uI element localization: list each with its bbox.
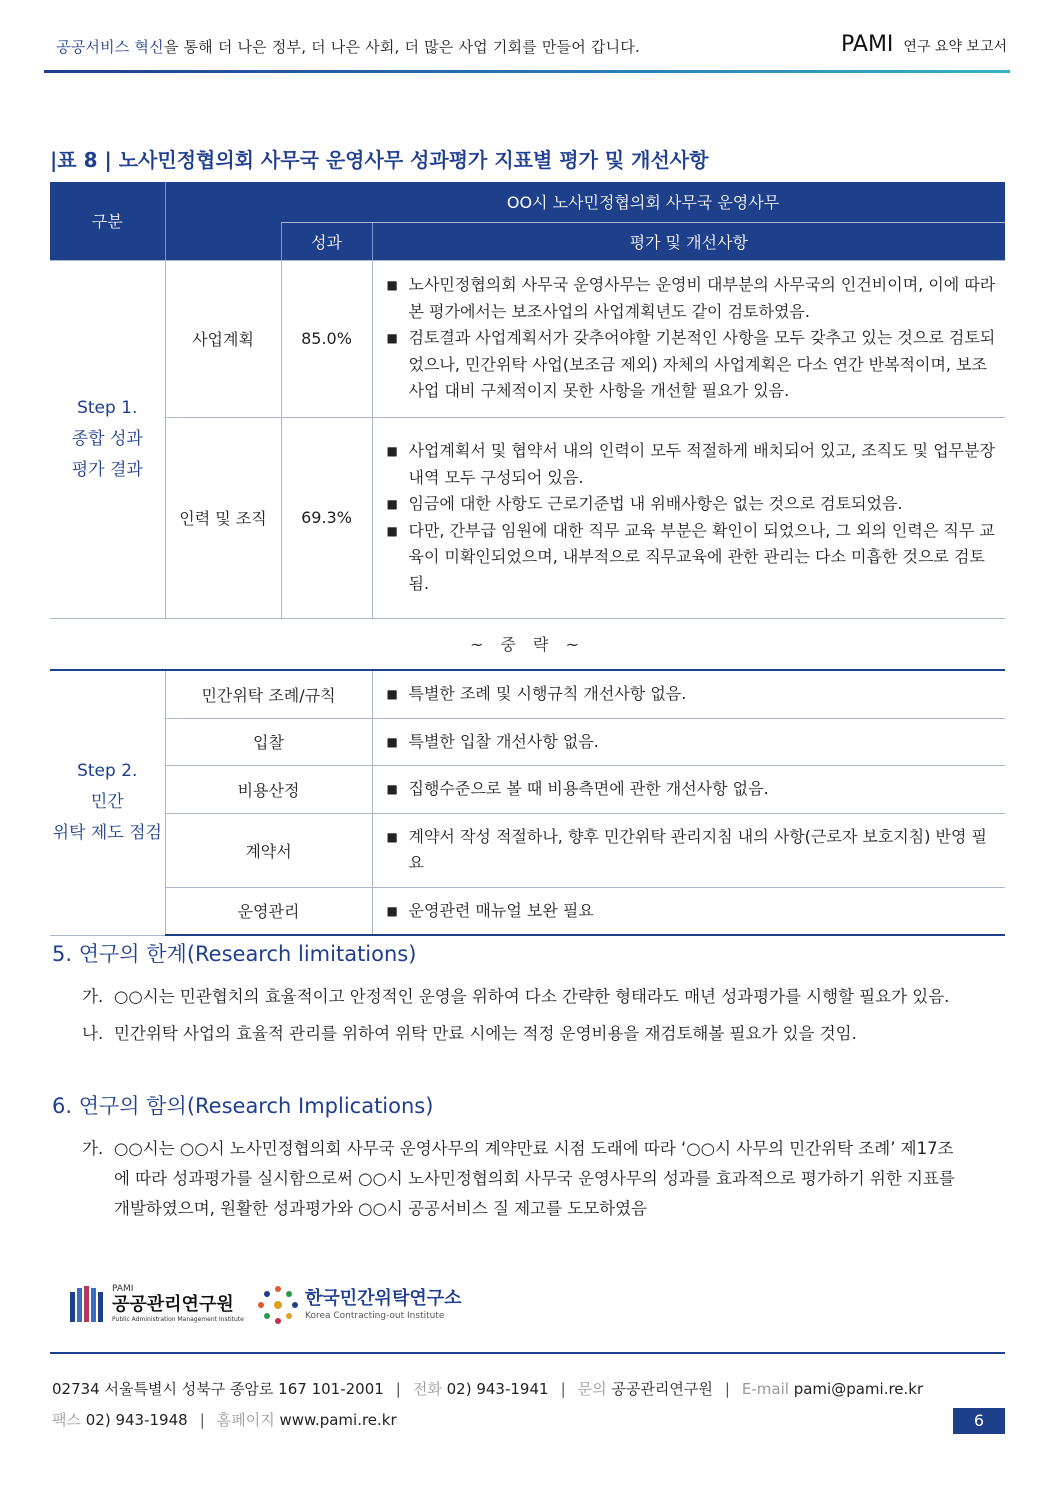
footer-homepage[interactable]: www.pami.re.kr	[279, 1411, 397, 1429]
section5-title: 5. 연구의 한계(Research limitations)	[52, 942, 417, 966]
footer-address: 02734 서울특별시 성북구 종암로 167 101-2001	[52, 1380, 384, 1398]
head-group: OO시 노사민정협의회 사무국 운영사무	[281, 182, 1005, 222]
row-item: 계약서	[165, 813, 372, 887]
pami-logo: PAMI 공공관리연구원 Public Administration Management Institute	[68, 1284, 244, 1324]
table-row	[50, 887, 1005, 935]
footer-contact: 공공관리연구원	[611, 1380, 713, 1398]
footer-email[interactable]: pami@pami.re.kr	[793, 1380, 924, 1398]
step1-label: Step 1. 종합 성과 평가 결과	[50, 260, 165, 618]
header-divider	[44, 70, 1010, 73]
table-row	[50, 766, 1005, 814]
pami-logo-icon	[68, 1284, 106, 1324]
brand-name: PAMI	[841, 32, 894, 57]
table-row	[50, 670, 1005, 718]
omission-row	[50, 618, 1005, 670]
table-title: |표 8 | 노사민정협의회 사무국 운영사무 성과평가 지표별 평가 및 개선사항	[50, 148, 709, 172]
section5-item: 가. ○○시는 민관협치의 효율적이고 안정적인 운영을 위하여 다소 간략한 형태라도 매년 성과평가를 시행할 필요가 있음.	[82, 987, 950, 1006]
bullet: ■ 노사민정협의회 사무국 운영사무는 운영비 대부분의 사무국의 인건비이며, 이에 따라 본 평가에서는 보조사업의 사업계획년도 같이 검토하였음.	[387, 272, 998, 325]
row-details	[372, 260, 1005, 417]
header-slogan	[56, 36, 640, 57]
head-eval: 평가 및 개선사항	[372, 222, 1005, 260]
footer-contact-line: 02734 서울특별시 성북구 종암로 167 101-2001 | 전화 02) 943-1941 | 문의 공공관리연구원 | E-mail pami@pami.re.kr	[52, 1380, 924, 1398]
table-row	[50, 813, 1005, 887]
row-score: 69.3%	[281, 417, 372, 618]
head-score: 성과	[281, 222, 372, 260]
bullet: ■ 검토결과 사업계획서가 갖추어야할 기본적인 사항을 모두 갖추고 있는 것으로 검토되었으나, 민간위탁 사업(보조금 제외) 자체의 사업계획은 다소 연간 반복적이며, 보조사업 대비 구체적이지 못한 사항을 개선할 필요가 있음.	[387, 325, 998, 405]
bullet: ■ 임금에 대한 사항도 근로기준법 내 위배사항은 없는 것으로 검토되었음.	[387, 491, 998, 518]
kci-logo-icon	[255, 1284, 301, 1326]
row-item: 비용산정	[165, 766, 372, 814]
footer-tel: 02) 943-1941	[446, 1380, 549, 1398]
bullet: ■ 사업계획서 및 협약서 내의 인력이 모두 적절하게 배치되어 있고, 조직도 및 업무분장 내역 모두 구성되어 있음.	[387, 438, 998, 491]
omission-text: ~ 중 략 ~	[50, 618, 1005, 670]
footer-fax: 02) 943-1948	[85, 1411, 188, 1429]
row-item: 민간위탁 조례/규칙	[165, 670, 372, 718]
bullet: ■ 다만, 간부급 임원에 대한 직무 교육 부분은 확인이 되었으나, 그 외의 인력은 직무 교육이 미확인되었으며, 내부적으로 직무교육에 관한 관리는 다소 미흡한 것으로 검토됨.	[387, 518, 998, 598]
step2-label: Step 2. 민간 위탁 제도 점검	[50, 670, 165, 935]
head-blank	[165, 182, 281, 260]
table-row	[50, 718, 1005, 766]
head-category: 구분	[50, 182, 165, 260]
footer-divider	[50, 1352, 1005, 1354]
row-note: ■ 계약서 작성 적절하나, 향후 민간위탁 관리지침 내의 사항(근로자 보호지침) 반영 필요	[372, 813, 1005, 887]
report-type: 연구 요약 보고서	[903, 39, 1007, 55]
kci-logo: 한국민간위탁연구소 Korea Contracting-out Institute	[255, 1284, 462, 1326]
section6-item: 가. ○○시는 ○○시 노사민정협의회 사무국 운영사무의 계약만료 시점 도래에 따라 ‘○○시 사무의 민간위탁 조례’ 제17조 에 따라 성과평가를 실시함으로써 ○○시 노사민정협의회 사무국 운영사무의 성과를 효과적으로 평가하기 위한 지표를 개발하였으며, 원활한 성과평가와 ○○시 공공서비스 질 제고를 도모하였음	[82, 1139, 955, 1218]
section6-title: 6. 연구의 함의(Research Implications)	[52, 1094, 434, 1118]
row-item: 사업계획	[165, 260, 281, 417]
row-note: ■ 집행수준으로 볼 때 비용측면에 관한 개선사항 없음.	[372, 766, 1005, 814]
slogan-rest: 을 통해 더 나은 정부, 더 나은 사회, 더 많은 사업 기회를 만들어 갑니다.	[163, 38, 640, 56]
row-details	[372, 417, 1005, 618]
table-row	[50, 417, 1005, 618]
footer-fax-line: 팩스 02) 943-1948 | 홈페이지 www.pami.re.kr	[52, 1411, 397, 1429]
row-note: ■ 특별한 조례 및 시행규칙 개선사항 없음.	[372, 670, 1005, 718]
row-score: 85.0%	[281, 260, 372, 417]
row-item: 입찰	[165, 718, 372, 766]
row-item: 운영관리	[165, 887, 372, 935]
row-note: ■ 특별한 입찰 개선사항 없음.	[372, 718, 1005, 766]
slogan-highlight: 공공서비스 혁신	[56, 38, 164, 56]
row-note: ■ 운영관련 매뉴얼 보완 필요	[372, 887, 1005, 935]
table-row	[50, 260, 1005, 417]
evaluation-table	[50, 182, 1005, 936]
header-brand	[841, 32, 1007, 57]
page-number: 6	[953, 1408, 1005, 1434]
row-item: 인력 및 조직	[165, 417, 281, 618]
section5-item: 나. 민간위탁 사업의 효율적 관리를 위하여 위탁 만료 시에는 적정 운영비용을 재검토해볼 필요가 있을 것임.	[82, 1024, 857, 1043]
